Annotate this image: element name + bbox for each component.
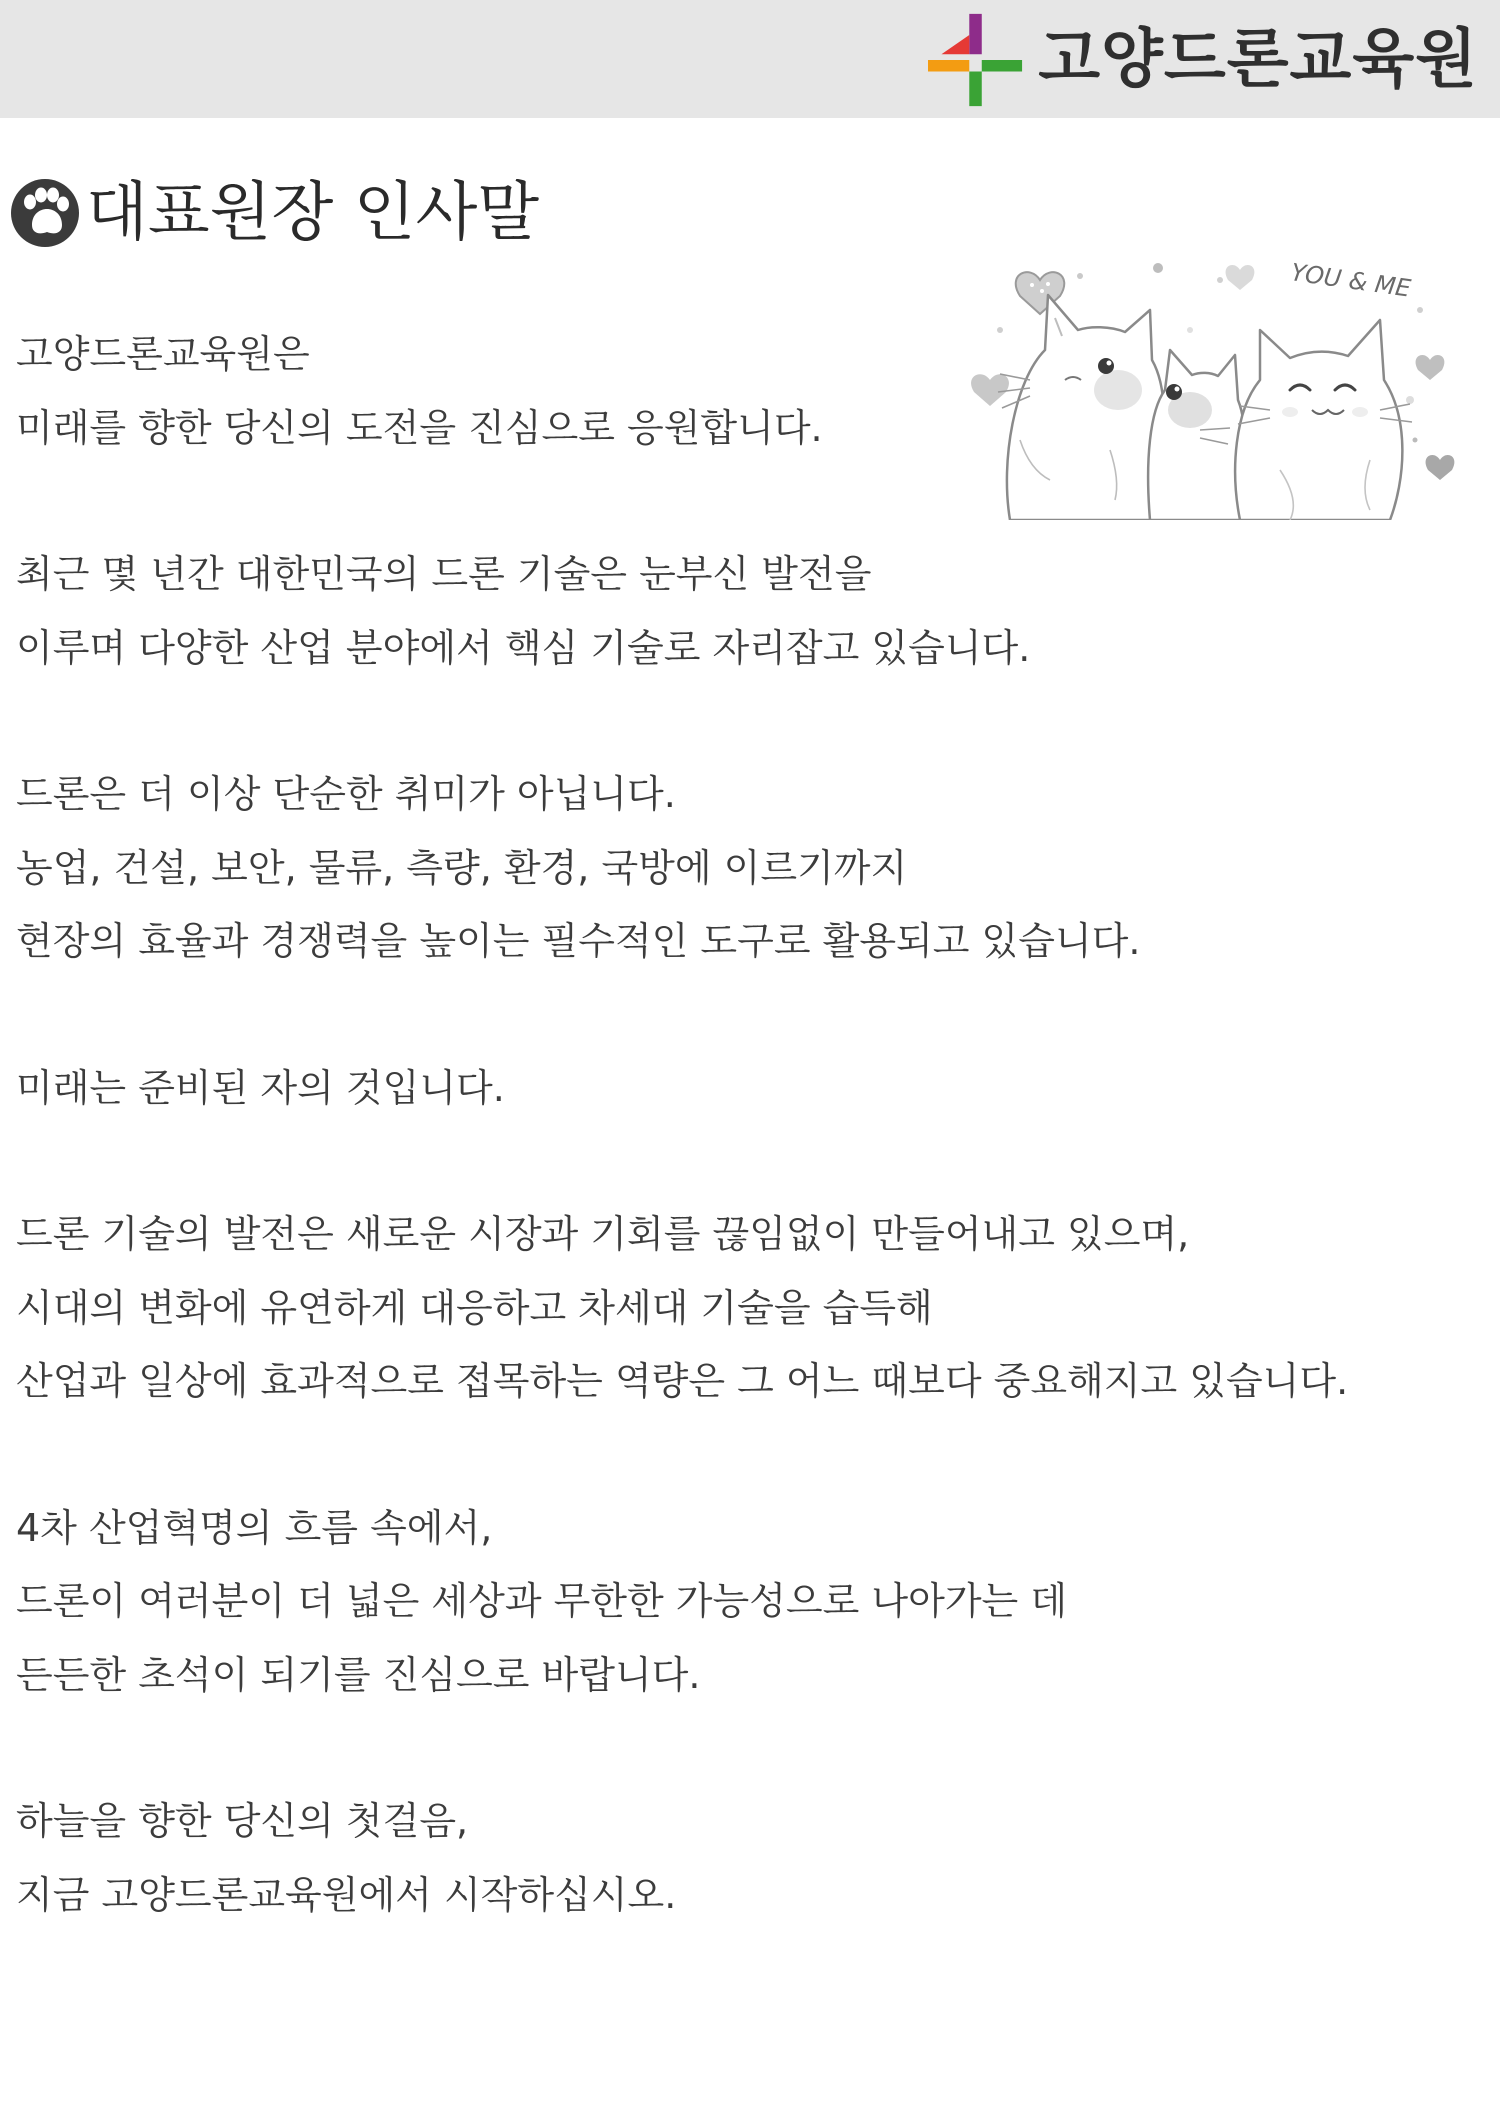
- brand-name: 고양드론교육원: [1038, 23, 1478, 97]
- paragraph: [16, 758, 1456, 979]
- site-header: [0, 0, 1500, 118]
- text-line: 고양드론교육원은: [16, 332, 310, 376]
- paragraph: [16, 1492, 1456, 1713]
- text-line: 산업과 일상에 효과적으로 접목하는 역량은 그 어느 때보다 중요해지고 있습니다.: [16, 1359, 1349, 1403]
- paw-icon: [10, 178, 80, 248]
- text-line: 시대의 변화에 유연하게 대응하고 차세대 기술을 습득해: [16, 1285, 933, 1330]
- brand[interactable]: [928, 14, 1478, 106]
- paragraph: [16, 538, 1456, 685]
- illustration-you-and-me: YOU & ME: [1289, 258, 1413, 303]
- text-line: 드론은 더 이상 단순한 취미가 아닙니다.: [16, 772, 676, 816]
- cross-logo-icon: [928, 12, 1024, 108]
- text-line: 4차 산업혁명의 흐름 속에서,: [16, 1505, 493, 1550]
- text-line: 미래를 향한 당신의 도전을 진심으로 응원합니다.: [16, 405, 823, 450]
- paragraph: [16, 1785, 1456, 1932]
- text-line: 최근 몇 년간 대한민국의 드론 기술은 눈부신 발전을: [16, 552, 872, 596]
- paragraph: [16, 1052, 1456, 1126]
- title-row: [10, 178, 539, 248]
- page-title: 대표원장 인사말: [86, 176, 540, 250]
- text-line: 이루며 다양한 산업 분야에서 핵심 기술로 자리잡고 있습니다.: [16, 625, 1031, 670]
- text-line: 드론이 여러분이 더 넓은 세상과 무한한 가능성으로 나아가는 데: [16, 1579, 1068, 1623]
- text-line: 든든한 초석이 되기를 진심으로 바랍니다.: [16, 1652, 701, 1697]
- greeting-body: [16, 318, 1456, 2005]
- text-line: 농업, 건설, 보안, 물류, 측량, 환경, 국방에 이르기까지: [16, 845, 908, 890]
- paragraph: [16, 1198, 1456, 1419]
- text-line: 현장의 효율과 경쟁력을 높이는 필수적인 도구로 활용되고 있습니다.: [16, 919, 1141, 963]
- text-line: 지금 고양드론교육원에서 시작하십시오.: [16, 1872, 677, 1917]
- text-line: 드론 기술의 발전은 새로운 시장과 기회를 끊임없이 만들어내고 있으며,: [16, 1212, 1190, 1256]
- text-line: 미래는 준비된 자의 것입니다.: [16, 1065, 505, 1110]
- text-line: 하늘을 향한 당신의 첫걸음,: [16, 1799, 469, 1843]
- paragraph: [16, 318, 1456, 465]
